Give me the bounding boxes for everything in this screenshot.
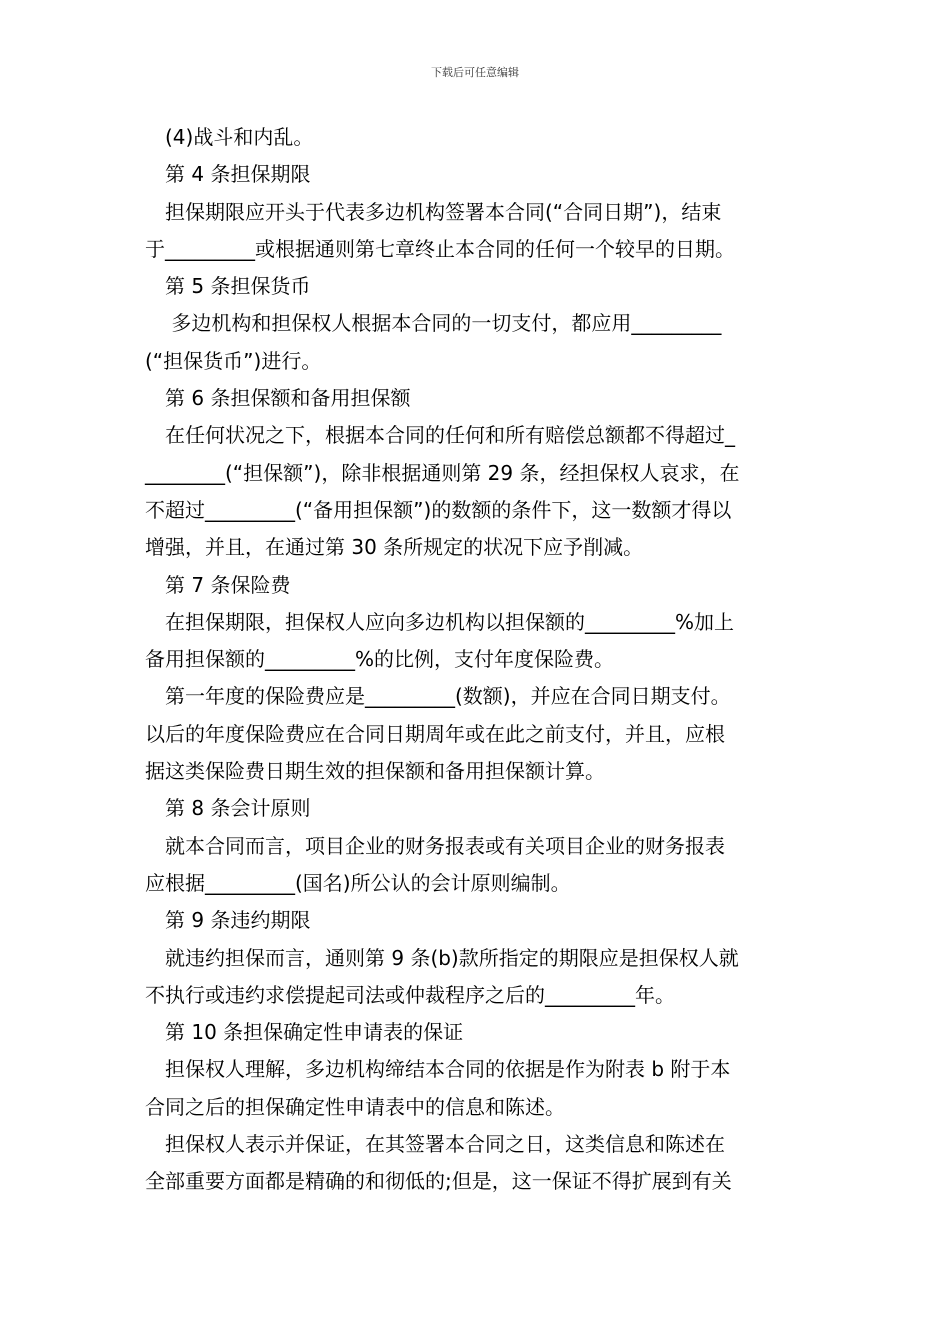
section-heading: 第 5 条担保货币 — [165, 274, 311, 299]
paragraph-line: 于_________或根据通则第七章终止本合同的任何一个较早的日期。 — [145, 236, 735, 261]
paragraph-line: 在任何状况之下，根据本合同的任何和所有赔偿总额都不得超过_ — [165, 423, 735, 448]
text-line: (4)战斗和内乱。 — [165, 125, 314, 149]
document-body — [145, 119, 810, 1201]
section-heading: 第 7 条保险费 — [165, 572, 291, 597]
paragraph-line: ________(“担保额”)，除非根据通则第 29 条，经担保权人哀求，在 — [145, 460, 740, 485]
paragraph-line: 担保权人理解，多边机构缔结本合同的依据是作为附表 b 附于本 — [165, 1057, 731, 1082]
paragraph-line: 备用担保额的_________%的比例，支付年度保险费。 — [145, 647, 615, 672]
paragraph-line: 在担保期限，担保权人应向多边机构以担保额的_________%加上 — [165, 609, 735, 634]
section-heading: 第 6 条担保额和备用担保额 — [165, 386, 411, 411]
paragraph-line: 不执行或违约求偿提起司法或仲裁程序之后的_________年。 — [145, 982, 675, 1007]
paragraph-line: 担保权人表示并保证，在其签署本合同之日，这类信息和陈述在 — [165, 1132, 725, 1157]
paragraph-line: 合同之后的担保确定性申请表中的信息和陈述。 — [145, 1094, 565, 1119]
paragraph-line: 就违约担保而言，通则第 9 条(b)款所指定的期限应是担保权人就 — [165, 945, 739, 970]
paragraph-line: 增强，并且，在通过第 30 条所规定的状况下应予削减。 — [145, 535, 644, 560]
paragraph-line: 应根据_________(国名)所公认的会计原则编制。 — [145, 870, 571, 895]
page-header-note: 下载后可任意编辑 — [431, 66, 519, 79]
paragraph-line: 以后的年度保险费应在合同日期周年或在此之前支付，并且，应根 — [145, 721, 725, 746]
section-heading: 第 8 条会计原则 — [165, 796, 311, 821]
section-heading: 第 10 条担保确定性申请表的保证 — [165, 1020, 464, 1045]
section-heading: 第 9 条违约期限 — [165, 908, 311, 933]
paragraph-line: 担保期限应开头于代表多边机构签署本合同(“合同日期”)，结束 — [165, 199, 722, 224]
paragraph-line: 第一年度的保险费应是_________(数额)，并应在合同日期支付。 — [165, 684, 731, 709]
paragraph-line: 多边机构和担保权人根据本合同的一切支付，都应用_________ — [165, 311, 722, 336]
paragraph-line: 全部重要方面都是精确的和彻低的;但是，这一保证不得扩展到有关 — [145, 1169, 732, 1194]
paragraph-line: 据这类保险费日期生效的担保额和备用担保额计算。 — [145, 759, 605, 784]
section-heading: 第 4 条担保期限 — [165, 162, 311, 187]
paragraph-line: (“担保货币”)进行。 — [145, 348, 322, 373]
paragraph-line: 不超过_________(“备用担保额”)的数额的条件下，这一数额才得以 — [145, 497, 732, 522]
paragraph-line: 就本合同而言，项目企业的财务报表或有关项目企业的财务报表 — [165, 833, 725, 858]
